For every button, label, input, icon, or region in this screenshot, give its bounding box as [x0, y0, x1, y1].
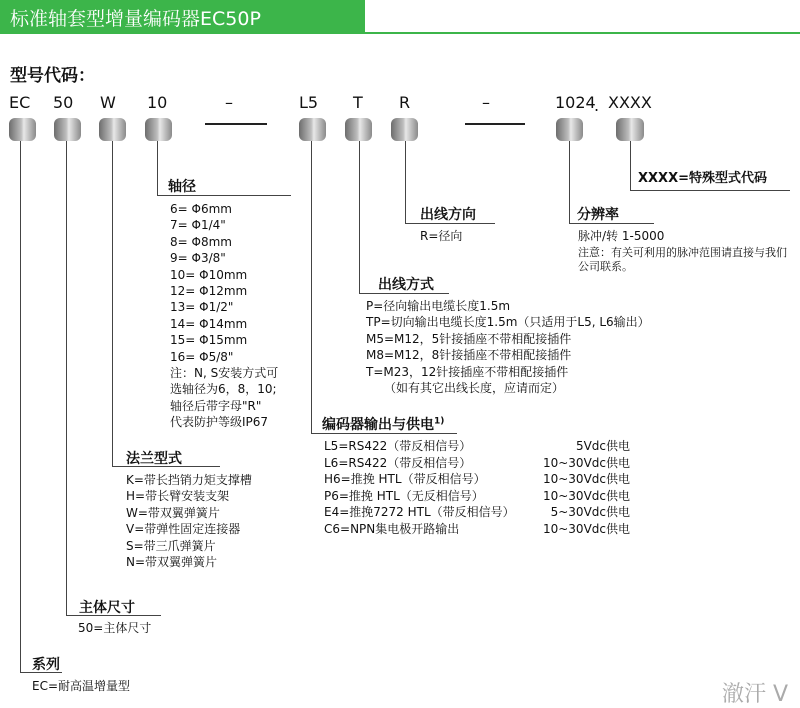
cable-item: M8=M12，8针接插座不带相配接插件	[366, 348, 572, 363]
output-power: 5Vdc供电	[575, 439, 630, 453]
shaft-heading: 轴径	[168, 179, 196, 195]
flange-item: V=带弹性固定连接器	[126, 522, 241, 537]
shaft-item: 8= Φ8mm	[170, 234, 232, 249]
cable-item: TP=切向输出电缆长度1.5m（只适用于L5, L6输出）	[366, 315, 650, 330]
watermark: 澈汗 V	[721, 682, 788, 707]
connector-special-v	[630, 141, 631, 191]
output-footnote-mark: 1)	[434, 416, 445, 427]
shaft-item: 10= Φ10mm	[170, 267, 248, 282]
shaft-item: 15= Φ15mm	[170, 333, 248, 348]
connector-size-v	[66, 141, 67, 616]
shaft-item: 14= Φ14mm	[170, 316, 248, 331]
code-output: L5	[299, 93, 319, 112]
pill-direction	[391, 118, 418, 141]
pill-special	[616, 118, 644, 141]
shaft-item: 6= Φ6mm	[170, 202, 232, 216]
series-heading: 系列	[32, 657, 60, 673]
cable-list	[366, 298, 650, 396]
shaft-item: 9= Φ3/8"	[170, 251, 226, 266]
code-shaft: 10	[147, 93, 168, 112]
output-name: E4=推挽7272 HTL（带反相信号）	[324, 505, 515, 520]
code-direction: R	[399, 93, 411, 112]
page-title: 标准轴套型增量编码器EC50P	[10, 8, 261, 30]
resolution-range: 脉冲/转 1-5000	[578, 229, 665, 243]
connector-shaft-v	[157, 141, 158, 196]
output-heading	[322, 414, 444, 434]
cable-item: P=径向输出电缆长度1.5m	[366, 299, 511, 313]
size-item: 50=主体尺寸	[78, 621, 152, 635]
pill-flange	[99, 118, 126, 141]
output-row	[324, 488, 634, 505]
shaft-item: 12= Φ12mm	[170, 283, 248, 298]
output-name: C6=NPN集电极开路输出	[324, 521, 460, 536]
shaft-note-line: 选轴径为6，8，10;	[170, 382, 277, 397]
code-size: 50	[53, 93, 74, 112]
connector-cable-v	[359, 141, 360, 294]
direction-heading: 出线方向	[420, 207, 476, 223]
output-name: P6=推挽 HTL（无反相信号）	[324, 488, 484, 503]
title-underline	[0, 32, 800, 34]
dash-line-2	[465, 123, 525, 125]
output-row	[324, 438, 634, 455]
cable-heading: 出线方式	[378, 277, 434, 293]
resolution-heading: 分辨率	[577, 207, 619, 223]
series-item: EC=耐高温增量型	[32, 679, 131, 693]
shaft-item: 7= Φ1/4"	[170, 218, 226, 233]
output-name: H6=推挽 HTL（带反相信号）	[324, 472, 486, 487]
code-dash-2: –	[482, 93, 490, 112]
flange-item: S=带三爪弹簧片	[126, 538, 216, 553]
dash-line-1	[205, 123, 267, 125]
output-row	[324, 471, 634, 488]
output-name: L6=RS422（带反相信号）	[324, 455, 472, 470]
connector-direction-v	[405, 141, 406, 224]
shaft-item: 13= Φ1/2"	[170, 300, 234, 315]
direction-item: R=径向	[420, 229, 463, 243]
flange-item: K=带长挡销力矩支撑槽	[126, 473, 252, 487]
connector-flange-v	[112, 141, 113, 467]
output-row	[324, 504, 634, 521]
connector-special-h	[630, 190, 790, 191]
cable-item: M5=M12，5针接插座不带相配接插件	[366, 331, 572, 346]
output-power: 5~30Vdc供电	[550, 505, 630, 520]
output-row	[324, 521, 634, 538]
code-special: XXXX	[608, 93, 652, 112]
code-dash-1: –	[225, 93, 233, 112]
shaft-note-line: 轴径后带字母"R"	[170, 398, 262, 413]
cable-item: T=M23，12针接插座不带相配接插件	[366, 364, 569, 379]
pill-size	[54, 118, 81, 141]
flange-item: W=带双翼弹簧片	[126, 505, 220, 520]
output-table	[324, 438, 634, 538]
output-heading-text: 编码器输出与供电	[322, 417, 434, 433]
pill-series	[9, 118, 36, 141]
output-power: 10~30Vdc供电	[542, 488, 630, 503]
code-dot: .	[594, 96, 600, 115]
shaft-item: 16= Φ5/8"	[170, 349, 234, 364]
model-code-label: 型号代码：	[10, 66, 95, 86]
shaft-list	[170, 201, 278, 430]
connector-series-v	[20, 141, 21, 673]
pill-output	[299, 118, 326, 141]
flange-item: N=带双翼弹簧片	[126, 554, 218, 569]
pill-resolution	[556, 118, 583, 141]
pill-shaft	[145, 118, 172, 141]
output-power: 10~30Vdc供电	[542, 455, 630, 470]
size-heading: 主体尺寸	[79, 600, 135, 616]
flange-list	[126, 472, 252, 570]
output-name: L5=RS422（带反相信号）	[324, 439, 472, 453]
code-flange: W	[100, 93, 116, 112]
resolution-note: 注意：有关可利用的脉冲范围请直接与我们公司联系。	[578, 246, 787, 273]
code-cable: T	[353, 93, 363, 112]
shaft-note-line: 代表防护等级IP67	[170, 415, 269, 430]
flange-item: H=带长臂安装支架	[126, 489, 230, 504]
flange-heading: 法兰型式	[126, 451, 182, 467]
output-power: 10~30Vdc供电	[542, 472, 630, 487]
code-series: EC	[9, 93, 31, 112]
output-row	[324, 455, 634, 472]
cable-item: （如有其它出线长度，应请而定）	[384, 380, 565, 395]
output-power: 10~30Vdc供电	[542, 521, 630, 536]
special-code-text: XXXX=特殊型式代码	[638, 171, 767, 186]
shaft-note-line: 注：N, S安装方式可	[170, 365, 279, 380]
code-resolution: 1024	[555, 93, 596, 112]
connector-resolution-v	[569, 141, 570, 224]
pill-cable	[345, 118, 372, 141]
connector-output-v	[311, 141, 312, 434]
